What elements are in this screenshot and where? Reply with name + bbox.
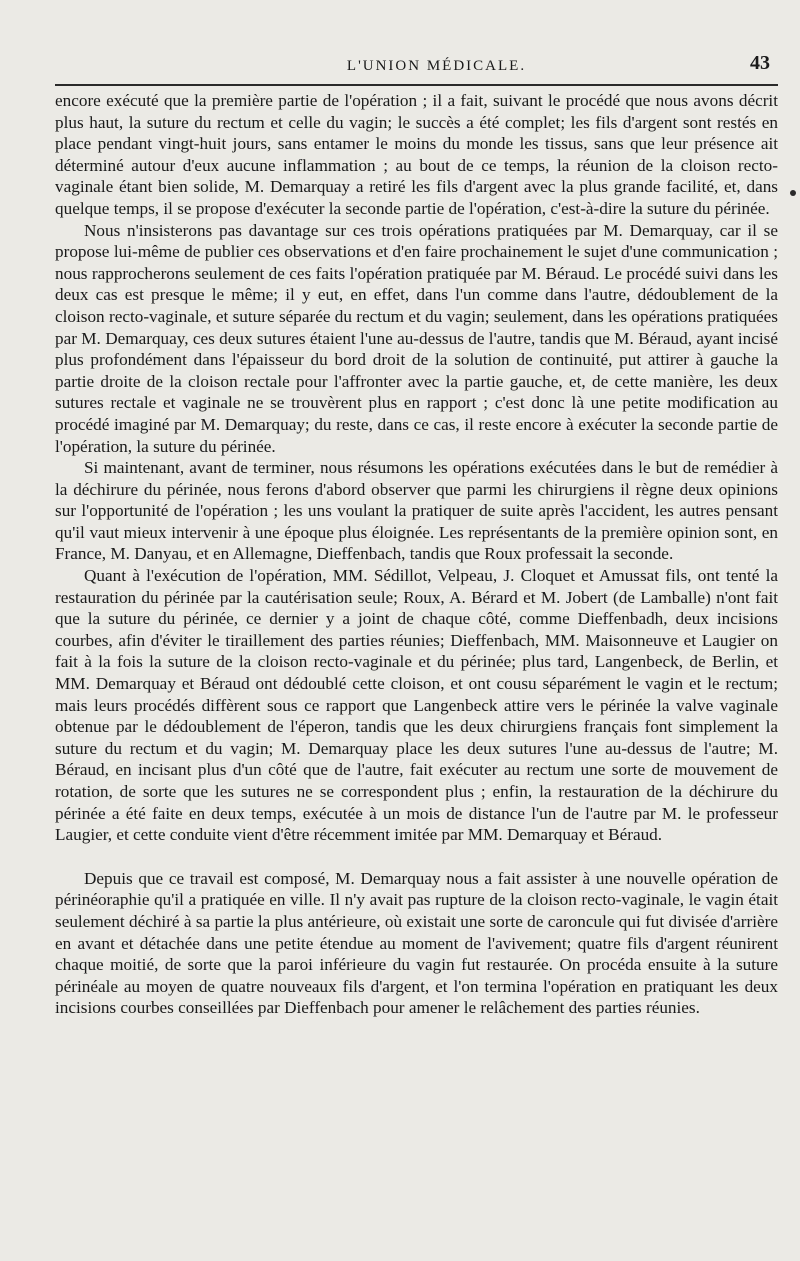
scan-mark [790,190,796,196]
paragraph: Nous n'insisterons pas davantage sur ces trois opérations pratiquées par M. Demarquay, car il se propose lui-même de publier ces observations et d'en faire prochainement le sujet d'une communication ; nous rapprocherons seulement de ces faits l'opération pratiquée par M. Béraud. Le procédé suivi dans les deux cas est presque le même; il y eut, en effet, dans l'un comme dans l'autre, dédoublement de la cloison recto-vaginale, et suture séparée du rectum et du vagin; seulement, dans les opérations pratiquées par M. Demarquay, ces deux sutures étaient l'une au-dessus de l'autre, tandis que M. Béraud, ayant incisé plus profondément dans l'épaisseur du bord droit de la solution de continuité, put attirer à gauche la partie droite de la cloison rectale pour l'affronter avec la partie gauche, et, de cette manière, les deux sutures rectale et vaginale ne se trouvèrent plus en rapport ; c'est donc là une petite modification au procédé imaginé par M. Demarquay; du reste, dans ce cas, il reste encore à exécuter la seconde partie de l'opération, la suture du périnée. [55,220,778,456]
running-title: L'UNION MÉDICALE. [346,58,527,74]
page-header [55,46,778,72]
header-rule [55,84,778,86]
paragraph: Quant à l'exécution de l'opération, MM. Sédillot, Velpeau, J. Cloquet et Amussat fils, ont tenté la restauration du périnée par la cautérisation seule; Roux, A. Bérard et M. Jobert (de Lamballe) n'ont fait que la suture du périnée, ce dernier y a joint de chaque côté, comme Dieffenbadh, deux incisions courbes, afin d'éviter le tiraillement des parties réunies; Dieffenbach, MM. Maisonneuve et Laugier on fait à la fois la suture de la cloison recto-vaginale et du périnée; plus tard, Langenbeck, de Berlin, et MM. Demarquay et Béraud ont dédoublé cette cloison, et ont cousu séparément le vagin et le rectum; mais leurs procédés diffèrent sous ce rapport que Langenbeck attire vers le périnée la valve vaginale obtenue par le dédoublement de l'éperon, tandis que les deux chirurgiens français font simplement la suture du rectum et du vagin; M. Demarquay place les deux sutures l'une au-dessus de l'autre; M. Béraud, en incisant plus d'un côté que de l'autre, fait exécuter au rectum une sorte de mouvement de rotation, de sorte que les sutures ne se correspondent plus ; enfin, la restauration de la déchirure du périnée a été faite en deux temps, exécutée à un mois de distance l'un de l'autre par M. le professeur Laugier, et cette conduite vient d'être récemment imitée par MM. Demarquay et Béraud. [55,566,778,845]
paragraph: Depuis que ce travail est composé, M. Demarquay nous a fait assister à une nouvelle opération de périnéoraphie qu'il a pratiquée en ville. Il n'y avait pas rupture de la cloison recto-vaginale, le vagin était seulement déchiré à sa partie la plus antérieure, où existait une sorte de caroncule qui fut divisée d'arrière en avant et détachée dans une petite étendue au moment de l'avivement; quatre fils d'argent réunirent chaque moitié, de sorte que la paroi inférieure du vagin fut restaurée. On procéda ensuite à la suture périnéale au moyen de quatre nouveaux fils d'argent, et l'on termina l'opération en pratiquant les deux incisions courbes conseillées par Dieffenbach pour amener le relâchement des parties réunies. [55,868,778,1018]
paragraph: encore exécuté que la première partie de l'opération ; il a fait, suivant le procédé que nous avons décrit plus haut, la suture du rectum et celle du vagin; le succès a été complet; les fils d'argent sont restés en place pendant vingt-huit jours, sans entamer le moins du monde les tissus, sans que leur présence ait déterminé autour d'eux aucune inflammation ; au bout de ce temps, la réunion de la cloison recto-vaginale étant bien solide, M. Demarquay a retiré les fils d'argent avec la plus grande facilité, et, dans quelque temps, il se propose d'exécuter la seconde partie de l'opération, c'est-à-dire la suture du périnée. [55,91,778,218]
body-text [55,90,778,1019]
page-number: 43 [750,52,770,74]
paragraph: Si maintenant, avant de terminer, nous résumons les opérations exécutées dans le but de remédier à la déchirure du périnée, nous ferons d'abord observer que parmi les chirurgiens il règne deux opinions sur l'opportunité de l'opération ; les uns voulant la pratiquer de suite après l'accident, les autres pensant qu'il vaut mieux intervenir à une époque plus éloignée. Les représentants de la première opinion sont, en France, M. Danyau, et en Allemagne, Dieffenbach, tandis que Roux professait la seconde. [55,458,778,564]
